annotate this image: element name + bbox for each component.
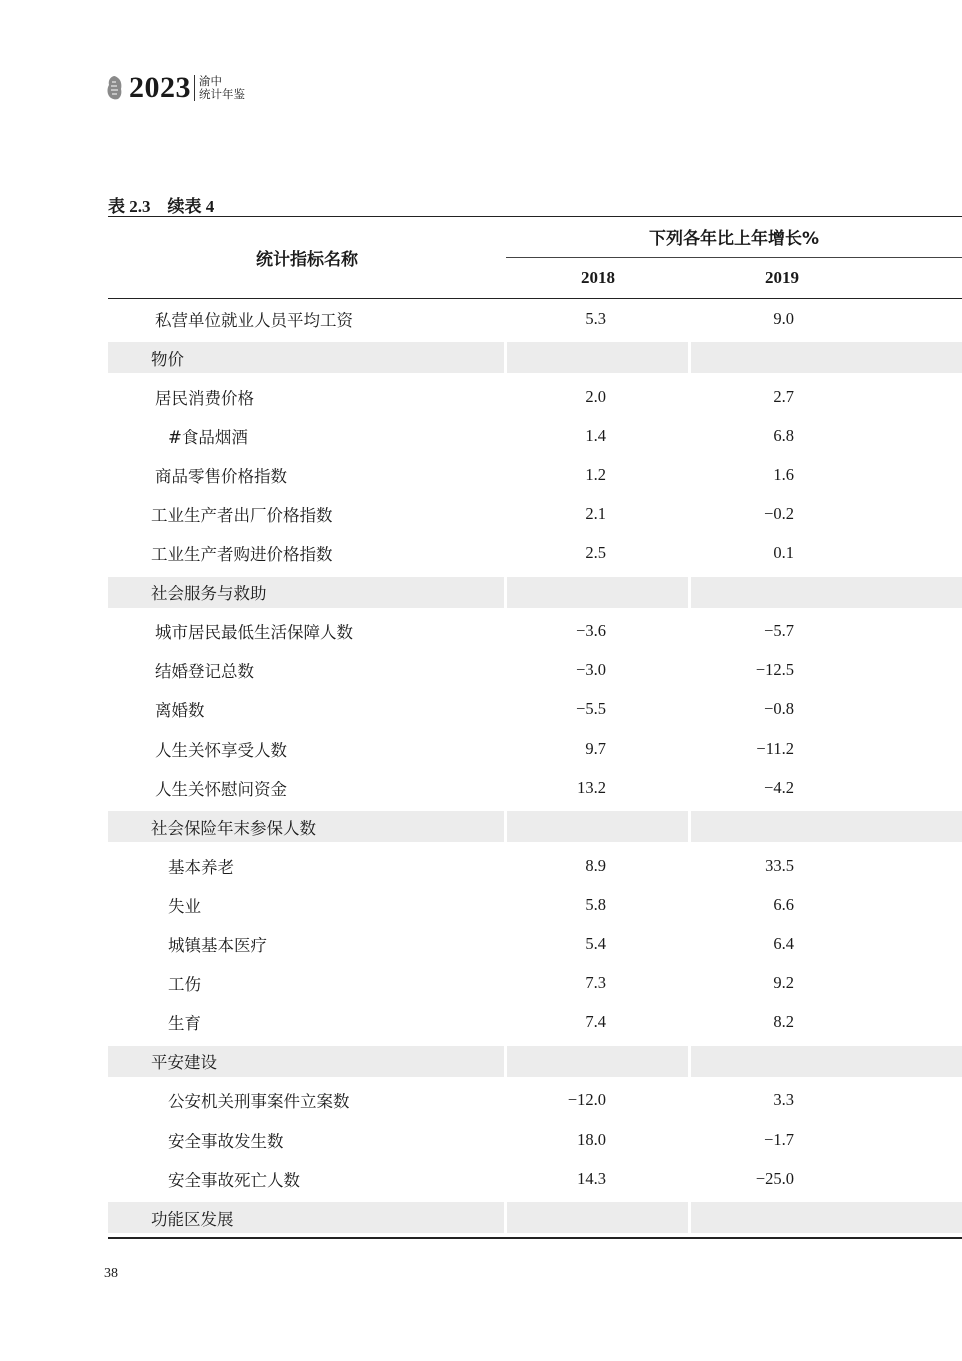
value-2018: 1.2 (585, 464, 606, 484)
value-2018: 5.4 (585, 934, 606, 954)
table-row (108, 612, 962, 651)
indicator-name: 工业生产者出厂价格指数 (151, 506, 333, 526)
yearbook-logo (106, 70, 245, 106)
indicator-name: 安全事故发生数 (168, 1131, 284, 1151)
section-name: 平安建设 (151, 1053, 217, 1073)
table-title: 表 2.3 续表 4 (108, 197, 215, 216)
table-row (108, 455, 962, 494)
value-2019: 9.2 (773, 973, 794, 993)
table-row (108, 925, 962, 964)
table-row (108, 534, 962, 573)
table-row (108, 651, 962, 690)
value-2019: −5.7 (764, 621, 794, 641)
value-2018: −3.6 (576, 621, 606, 641)
value-2019: −4.2 (764, 777, 794, 797)
indicator-name: 城镇基本医疗 (168, 936, 267, 956)
table-row (108, 964, 962, 1003)
landmark-icon (106, 75, 123, 101)
value-2019 (690, 338, 794, 377)
value-2018 (506, 807, 606, 846)
value-2019: 0.1 (773, 543, 794, 563)
value-2019 (690, 573, 794, 612)
value-2018: 9.7 (585, 738, 606, 758)
value-2019: 2.7 (773, 386, 794, 406)
indicator-name: 居民消费价格 (155, 388, 254, 408)
indicator-name: 安全事故死亡人数 (168, 1170, 300, 1190)
table-row (108, 768, 962, 807)
indicator-name: 结婚登记总数 (155, 662, 254, 682)
value-2018 (506, 1198, 606, 1237)
table-row (108, 729, 962, 768)
growth-group-header: 下列各年比上年增长% (648, 229, 820, 249)
value-2019: 3.3 (773, 1090, 794, 1110)
table-section-row (108, 573, 962, 612)
table-body (108, 299, 962, 1237)
indicator-name: 离婚数 (155, 701, 205, 721)
logo-divider (194, 75, 195, 101)
table-row (108, 1081, 962, 1120)
year-header-2018: 2018 (581, 267, 615, 287)
table-row (108, 377, 962, 416)
value-2018: 18.0 (577, 1129, 606, 1149)
value-2018: 7.4 (585, 1012, 606, 1032)
logo-line1: 渝中 (199, 74, 222, 88)
table-row (108, 494, 962, 533)
indicator-name: 城市居民最低生活保障人数 (155, 623, 353, 643)
indicator-name: 人生关怀享受人数 (155, 740, 287, 760)
value-2018: 2.0 (585, 386, 606, 406)
indicator-name: 工伤 (168, 975, 201, 995)
indicator-name: 失业 (168, 896, 201, 916)
year-header-2019: 2019 (765, 267, 799, 287)
value-2019: −25.0 (755, 1168, 794, 1188)
value-2019: 33.5 (765, 855, 794, 875)
value-2018: 2.1 (585, 504, 606, 524)
value-2018: 2.5 (585, 543, 606, 563)
value-2018: 5.3 (585, 308, 606, 328)
indicator-name: 公安机关刑事案件立案数 (168, 1092, 350, 1112)
value-2018: 13.2 (577, 777, 606, 797)
value-2019: 6.8 (773, 425, 794, 445)
value-2019: −12.5 (755, 660, 794, 680)
table-row (108, 846, 962, 885)
table-section-row (108, 338, 962, 377)
section-name: 社会保险年末参保人数 (151, 818, 316, 838)
value-2018 (506, 1042, 606, 1081)
table-row (108, 1159, 962, 1198)
indicator-name: 商品零售价格指数 (155, 466, 287, 486)
table-row (108, 1003, 962, 1042)
page-number: 38 (104, 1266, 118, 1281)
table-row (108, 416, 962, 455)
value-2019: −11.2 (756, 738, 794, 758)
value-2019: −0.2 (764, 504, 794, 524)
table-section-row (108, 807, 962, 846)
indicator-name: 人生关怀慰问资金 (155, 779, 287, 799)
value-2019: 8.2 (773, 1012, 794, 1032)
value-2019 (690, 1198, 794, 1237)
value-2018: 5.8 (585, 894, 606, 914)
indicator-name: #食品烟酒 (168, 427, 248, 447)
section-name: 社会服务与救助 (151, 584, 267, 604)
value-2019: 1.6 (773, 464, 794, 484)
value-2019: −0.8 (764, 699, 794, 719)
table-section-row (108, 1042, 962, 1081)
value-2019 (690, 1042, 794, 1081)
indicator-name: 基本养老 (168, 857, 234, 877)
value-2018: −5.5 (576, 699, 606, 719)
value-2018 (506, 338, 606, 377)
logo-year: 2023 (129, 71, 191, 104)
value-2018: 8.9 (585, 855, 606, 875)
table-bottom-rule (108, 1237, 962, 1239)
table-row (108, 299, 962, 338)
table-row (108, 885, 962, 924)
table-section-row (108, 1198, 962, 1237)
indicator-column-header: 统计指标名称 (256, 249, 358, 270)
indicator-name: 工业生产者购进价格指数 (151, 545, 333, 565)
section-name: 功能区发展 (151, 1209, 234, 1229)
value-2019 (690, 807, 794, 846)
indicator-name: 私营单位就业人员平均工资 (155, 310, 353, 330)
value-2018: 7.3 (585, 973, 606, 993)
table-row (108, 1120, 962, 1159)
value-2019: 6.6 (773, 894, 794, 914)
value-2019: −1.7 (764, 1129, 794, 1149)
value-2018: −12.0 (567, 1090, 606, 1110)
logo-line2: 统计年鉴 (199, 87, 245, 101)
table-row (108, 690, 962, 729)
value-2018: 1.4 (585, 425, 606, 445)
value-2018: 14.3 (577, 1168, 606, 1188)
value-2019: 6.4 (773, 934, 794, 954)
value-2018: −3.0 (576, 660, 606, 680)
value-2018 (506, 573, 606, 612)
logo-text (199, 75, 245, 101)
section-name: 物价 (151, 349, 184, 369)
value-2019: 9.0 (773, 308, 794, 328)
indicator-name: 生育 (168, 1014, 201, 1034)
